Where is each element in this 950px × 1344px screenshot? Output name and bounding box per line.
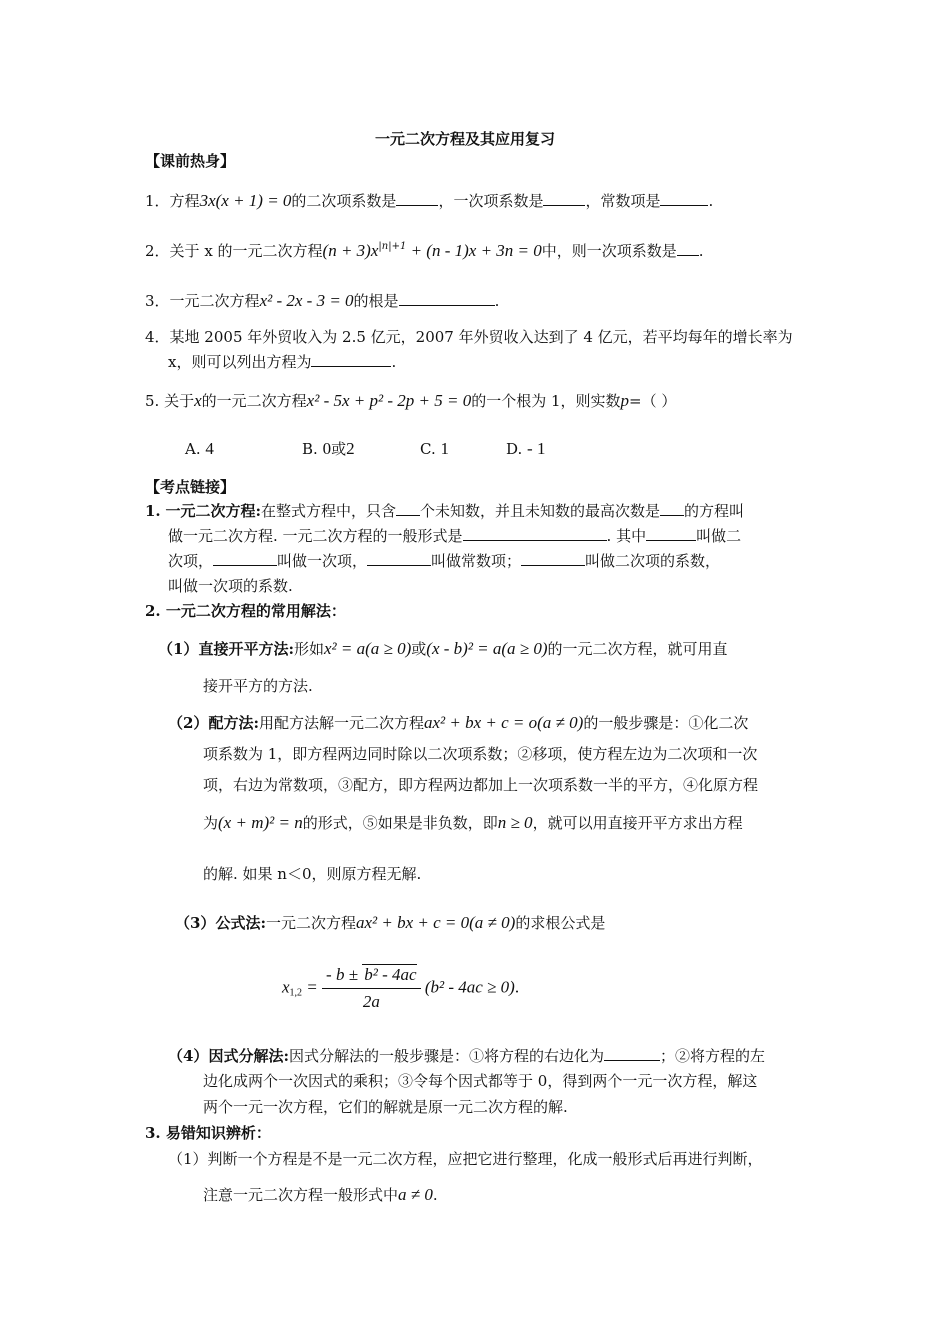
answer-blank[interactable] [213, 551, 277, 566]
question-2: 2．关于 x 的一元二次方程$(n + 3)x^{|n|+1} + (n - 1)x + 3n = 0$中，则一次项系数是 . [145, 241, 704, 260]
method-1-line-1: （1）直接开平方法:形如x² = a(a ≥ 0)或(x - b)² = a(a ≥ 0)的一元二次方程，就可用直 [158, 639, 728, 658]
answer-blank[interactable] [463, 526, 607, 541]
option-a[interactable]: A. 4 [185, 439, 214, 458]
error-1-line-2: 注意一元二次方程一般形式中a ≠ 0. [203, 1185, 438, 1204]
point-2-heading: 2. 一元二次方程的常用解法： [145, 602, 346, 620]
option-d[interactable]: D. - 1 [506, 439, 546, 458]
point-1-line-1: 1. 一元二次方程:在整式方程中，只含 个未知数，并且未知数的最高次数是 的方程叫 [145, 502, 745, 520]
question-1: 1．方程3x(x + 1) = 0的二次项系数是 ，一次项系数是 ，常数项是 . [145, 191, 714, 210]
section-heading-links: 【考点链接】 [145, 478, 236, 496]
method-2-line-1: （2）配方法:用配方法解一元二次方程ax² + bx + c = o(a ≠ 0)的一般步骤是：①化二次 [168, 713, 749, 732]
point-3-heading: 3. 易错知识辨析： [145, 1124, 271, 1142]
option-c[interactable]: C. 1 [420, 439, 449, 458]
point-1-line-3: 次项， 叫做一次项， 叫做常数项； 叫做二次项的系数， [168, 552, 721, 570]
question-3: 3．一元二次方程x² - 2x - 3 = 0的根是 . [145, 291, 500, 310]
method-4-line-1: （4）因式分解法:因式分解法的一般步骤是：①将方程的右边化为 ；②将方程的左 [168, 1047, 766, 1065]
answer-blank[interactable] [660, 501, 684, 516]
answer-blank[interactable] [311, 352, 391, 367]
method-2-line-2: 项系数为 1，即方程两边同时除以二次项系数；②移项，使方程左边为二次项和一次 [203, 745, 758, 763]
question-4-line-1: 4．某地 2005 年外贸收入为 2.5 亿元，2007 年外贸收入达到了 4 亿元，若平均每年的增长率为 [145, 328, 793, 346]
method-2-line-4: 为(x + m)² = n的形式，⑤如果是非负数，即n ≥ 0，就可以用直接开平方求出方程 [203, 813, 743, 832]
point-1-line-2: 做一元二次方程. 一元二次方程的一般形式是 . 其中 叫做二 [168, 527, 742, 545]
page-title: 一元二次方程及其应用复习 [375, 130, 556, 148]
option-b[interactable]: B. 0或2 [302, 439, 355, 458]
answer-blank[interactable] [396, 191, 438, 206]
answer-blank[interactable] [367, 551, 431, 566]
error-1-line-1: （1）判断一个方程是不是一元二次方程，应把它进行整理，化成一般形式后再进行判断， [168, 1150, 763, 1168]
point-1-line-4: 叫做一次项的系数. [168, 577, 293, 595]
answer-blank[interactable] [521, 551, 585, 566]
method-4-line-3: 两个一元一次方程，它们的解就是原一元二次方程的解. [203, 1098, 568, 1116]
method-3-line-1: （3）公式法:一元二次方程ax² + bx + c = 0(a ≠ 0)的求根公式是 [175, 913, 606, 932]
quadratic-formula: $x_{1,2}$ = $\frac{\text{- b ± b² - 4ac}}{2a}$ (b² - 4ac ≥ 0). [282, 962, 519, 1015]
method-2-line-3: 项，右边为常数项，③配方，即方程两边都加上一次项系数一半的平方，④化原方程 [203, 776, 759, 794]
answer-blank[interactable] [396, 501, 420, 516]
method-4-line-2: 边化成两个一次因式的乘积；③令每个因式都等于 0，得到两个一元一次方程，解这 [203, 1072, 758, 1090]
answer-blank[interactable] [399, 291, 495, 306]
section-heading-warmup: 【课前热身】 [145, 152, 236, 170]
answer-blank[interactable] [677, 241, 699, 256]
answer-blank[interactable] [660, 191, 708, 206]
question-4-line-2: x，则可以列出方程为 . [168, 353, 397, 371]
answer-blank[interactable] [543, 191, 585, 206]
question-5: 5. 关于x的一元二次方程x² - 5x + p² - 2p + 5 = 0的一个根为 1，则实数p=（ ） [145, 391, 677, 410]
formula-fraction: $\frac{\text{- b ± b² - 4ac}}{2a}$ [322, 962, 421, 1015]
answer-blank[interactable] [604, 1046, 660, 1061]
answer-blank[interactable] [646, 526, 696, 541]
method-1-line-2: 接开平方的方法. [203, 677, 313, 695]
method-2-line-5: 的解. 如果 n＜0，则原方程无解. [203, 865, 422, 883]
